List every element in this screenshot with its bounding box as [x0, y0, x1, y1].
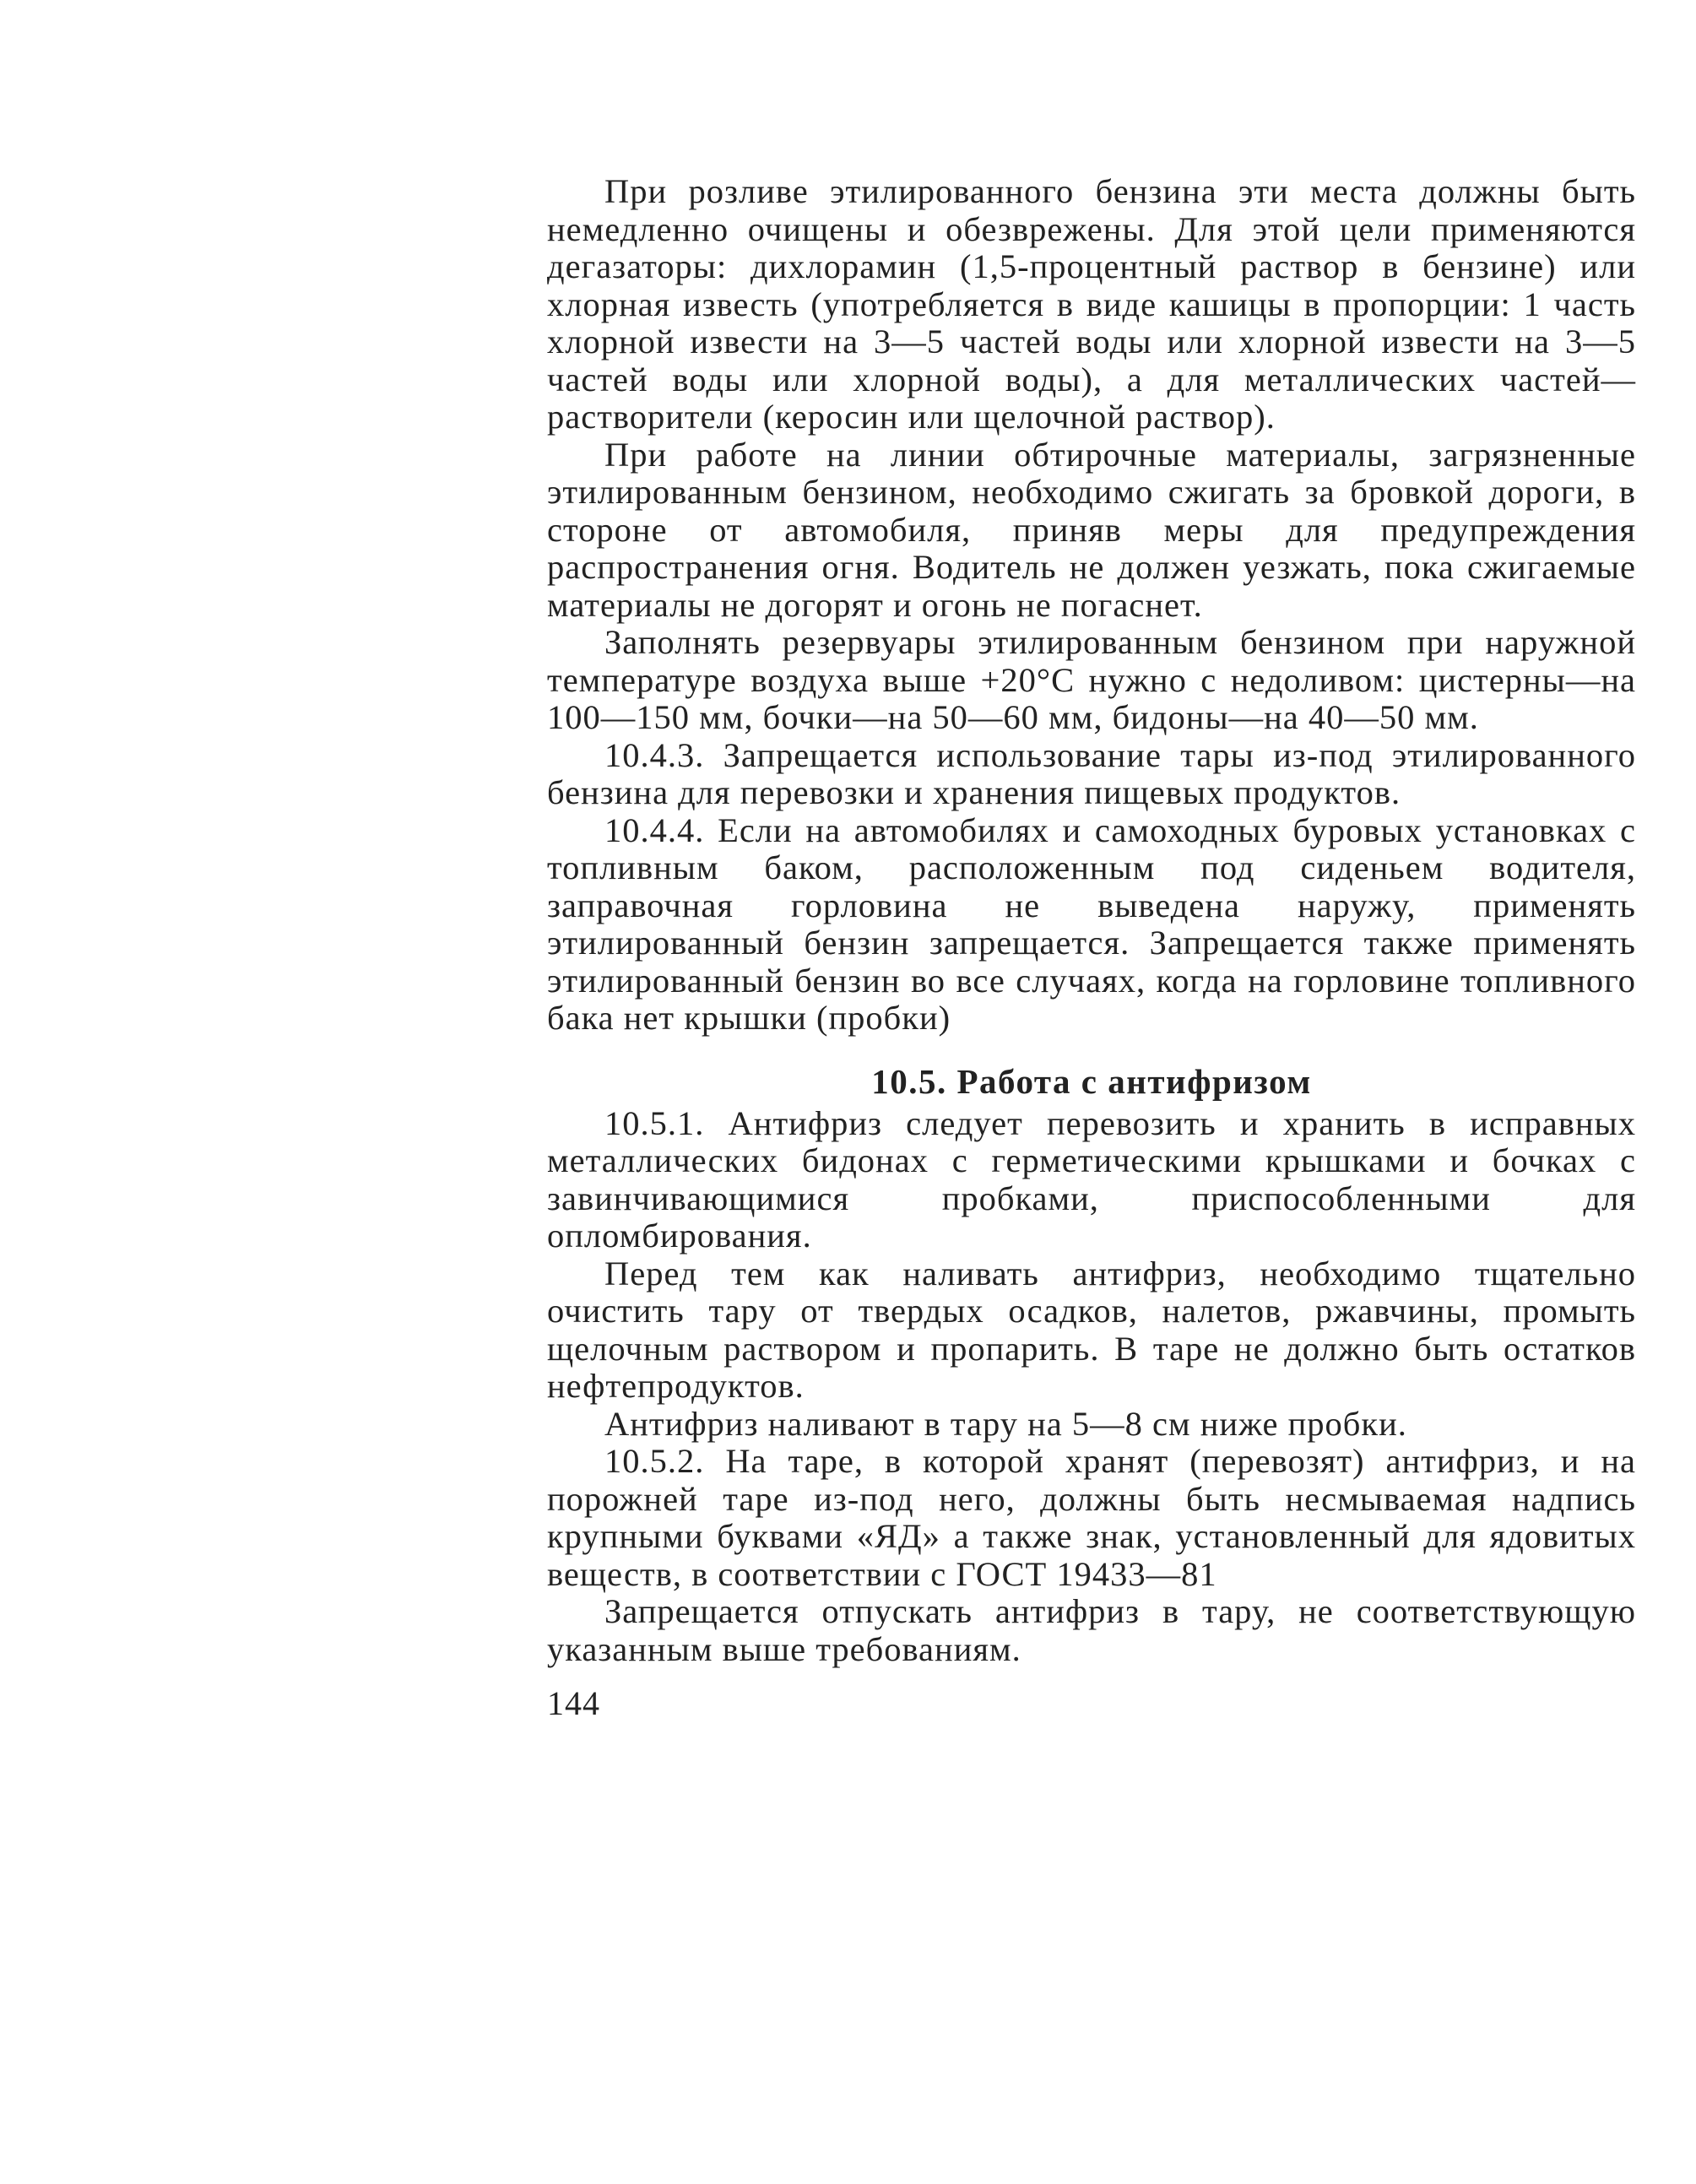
paragraph-container-cleaning: Перед тем как наливать антифриз, необходимо тщательно очистить тару от твердых осадков, налетов, ржавчины, промыть щелочным раствором и пропарить. В таре не должно быть остатков нефтепродуктов. — [547, 1254, 1636, 1405]
paragraph-10-4-3: 10.4.3. Запрещается использование тары из-под этилированного бензина для перевозки и хранения пищевых продуктов. — [547, 735, 1636, 811]
paragraph-10-5-2: 10.5.2. На таре, в которой хранят (перевозят) антифриз, и на порожней таре из-под него, должны быть несмываемая надпись крупными буквами «ЯД» а также знак, установленный для ядовитых веществ, в соответствии с ГОСТ 19433—81 — [547, 1442, 1636, 1593]
section-heading: 10.5. Работа с антифризом — [871, 1061, 1312, 1101]
paragraph-prohibition: Запрещается отпускать антифриз в тару, не соответствующую указанным выше требованиям. — [547, 1592, 1636, 1668]
paragraph-10-4-4: 10.4.4. Если на автомобилях и самоходных буровых установках с топливным баком, расположенным под сиденьем водителя, заправочная горловина не выведена наружу, применять этилированный бензин запрещается. Запрещается также применять этилированный бензин во все случаях, когда на горловине топливного бака нет крышки (пробки) — [547, 810, 1636, 1037]
paragraph-tank-filling: Заполнять резервуары этилированным бензином при наружной температуре воздуха выше +20°С нужно с недоливом: цистерны—на 100—150 мм, бочки—на 50—60 мм, бидоны—на 40—50 мм. — [547, 623, 1636, 736]
paragraph-wiping-materials: При работе на линии обтирочные материалы, загрязненные этилированным бензином, необходимо сжигать за бровкой дороги, в стороне от автомобиля, приняв меры для предупреждения распространения огня. Водитель не должен уезжать, пока сжигаемые материалы не догорят и огонь не погаснет. — [547, 435, 1636, 624]
page-number: 144 — [547, 1684, 600, 1722]
document-page — [547, 173, 1636, 1722]
paragraph-10-5-1: 10.5.1. Антифриз следует перевозить и хранить в исправных металлических бидонах с герметическими крышками и бочках с завинчивающимися пробками, приспособленными для опломбирования. — [547, 1103, 1636, 1255]
paragraph-spill-cleanup: При розливе этилированного бензина эти места должны быть немедленно очищены и обезврежены. Для этой цели применяются дегазаторы: дихлорамин (1,5-процентный раствор в бензине) или хлорная известь (употребляется в виде кашицы в пропорции: 1 часть хлорной извести на 3—5 частей воды или хлорной извести на 3—5 частей воды или хлорной воды), а для металлических частей—растворители (керосин или щелочной раствор). — [547, 172, 1636, 436]
paragraph-filling-level: Антифриз наливают в тару на 5—8 см ниже пробки. — [604, 1404, 1407, 1443]
